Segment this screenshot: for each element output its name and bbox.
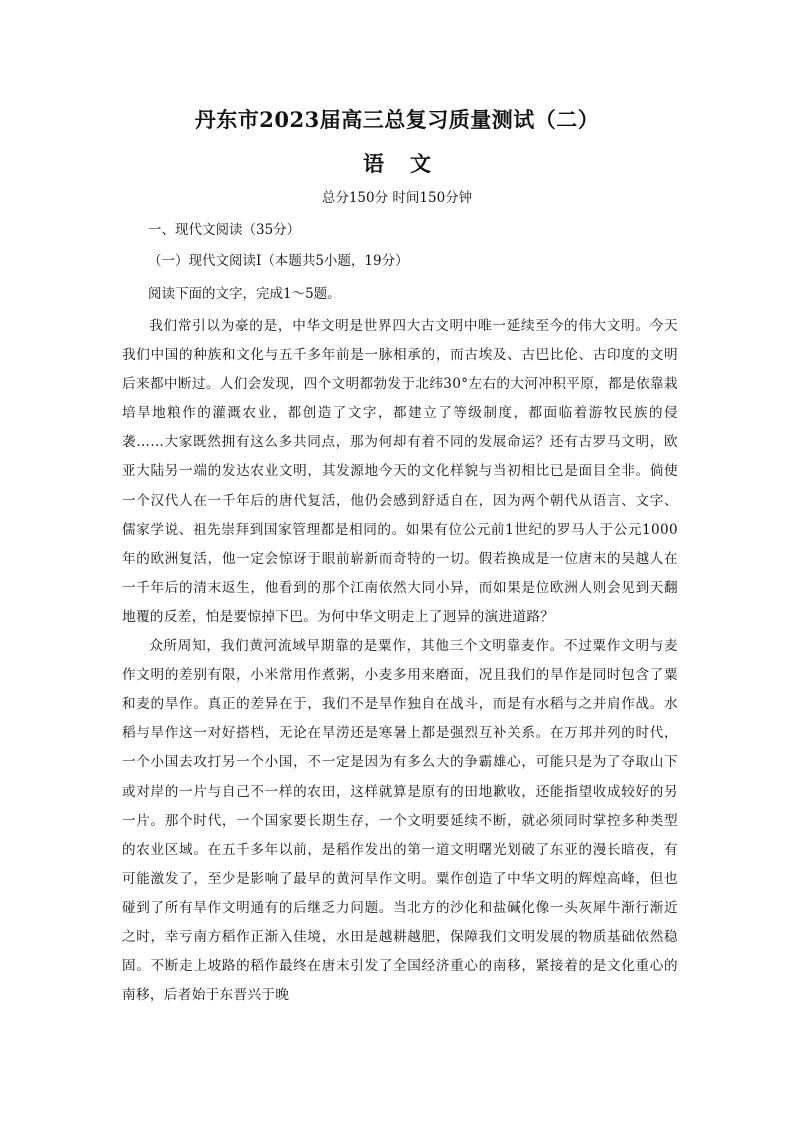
passage-body bbox=[122, 312, 678, 1010]
passage-paragraph-2: 众所周知，我们黄河流域早期靠的是粟作，其他三个文明靠麦作。不过粟作文明与麦作文明的差别有限，小米常用作煮粥，小麦多用来磨面，况且我们的旱作是同时包含了粟和麦的旱作。真正的差异在于，我们不是旱作独自在战斗，而是有水稻与之并肩作战。水稻与旱作这一对好搭档，无论在旱涝还是寒暑上都是强烈互补关系。在万邦并列的时代，一个小国去攻打另一个小国，不一定是因为有多么大的争霸雄心，可能只是为了夺取山下或对岸的一片与自己不一样的农田，这样就算是原有的田地歉收，还能指望收成较好的另一片。那个时代，一个国家要长期生存，一个文明要延续不断，就必须同时掌控多种类型的农业区域。在五千多年以前，是稻作发出的第一道文明曙光划破了东亚的漫长暗夜，有可能激发了，至少是影响了最早的黄河旱作文明。粟作创造了中华文明的辉煌高峰，但也碰到了所有旱作文明通有的后继乏力问题。当北方的沙化和盐碱化像一头灰犀牛渐行渐近之时，幸亏南方稻作正渐入佳境，水田是越耕越肥，保障我们文明发展的物质基础依然稳固。不断走上坡路的稻作最终在唐末引发了全国经济重心的南移，紧接着的是文化重心的南移，后者始于东晋兴于晚 bbox=[122, 638, 678, 1004]
subject-char-1: 语 bbox=[363, 151, 384, 176]
subject-heading bbox=[0, 148, 794, 178]
exam-title: 丹东市2023届高三总复习质量测试（二） bbox=[194, 107, 600, 132]
subject-char-2: 文 bbox=[410, 151, 431, 176]
section-heading: 一、现代文阅读（35分） bbox=[148, 222, 301, 238]
subsection-heading: （一）现代文阅读I（本题共5小题，19分） bbox=[148, 253, 409, 269]
score-time-info: 总分150分 时间150分钟 bbox=[321, 190, 473, 206]
passage-paragraph-1: 我们常引以为豪的是，中华文明是世界四大古文明中唯一延续至今的伟大文明。今天我们中国的种族和文化与五千多年前是一脉相承的，而古埃及、古巴比伦、古印度的文明后来都中断过。人们会发现，四个文明都勃发于北纬30°左右的大河冲积平原，都是依靠栽培旱地粮作的灌溉农业，都创造了文字，都建立了等级制度，都面临着游牧民族的侵袭……大家既然拥有这么多共同点，那为何却有着不同的发展命运？还有古罗马文明，欧亚大陆另一端的发达农业文明，其发源地今天的文化样貌与当初相比已是面目全非。倘使一个汉代人在一千年后的唐代复活，他仍会感到舒适自在，因为两个朝代从语言、文字、儒家学说、祖先崇拜到国家管理都是相同的。如果有位公元前1世纪的罗马人于公元1000年的欧洲复活，他一定会惊讶于眼前崭新而奇特的一切。假若换成是一位唐末的吴越人在一千年后的清末返生，他看到的那个江南依然大同小异，而如果是位欧洲人则会见到天翻地覆的反差，怕是要惊掉下巴。为何中华文明走上了迥异的演进道路？ bbox=[122, 318, 678, 625]
reading-instruction: 阅读下面的文字，完成1～5题。 bbox=[148, 286, 341, 302]
